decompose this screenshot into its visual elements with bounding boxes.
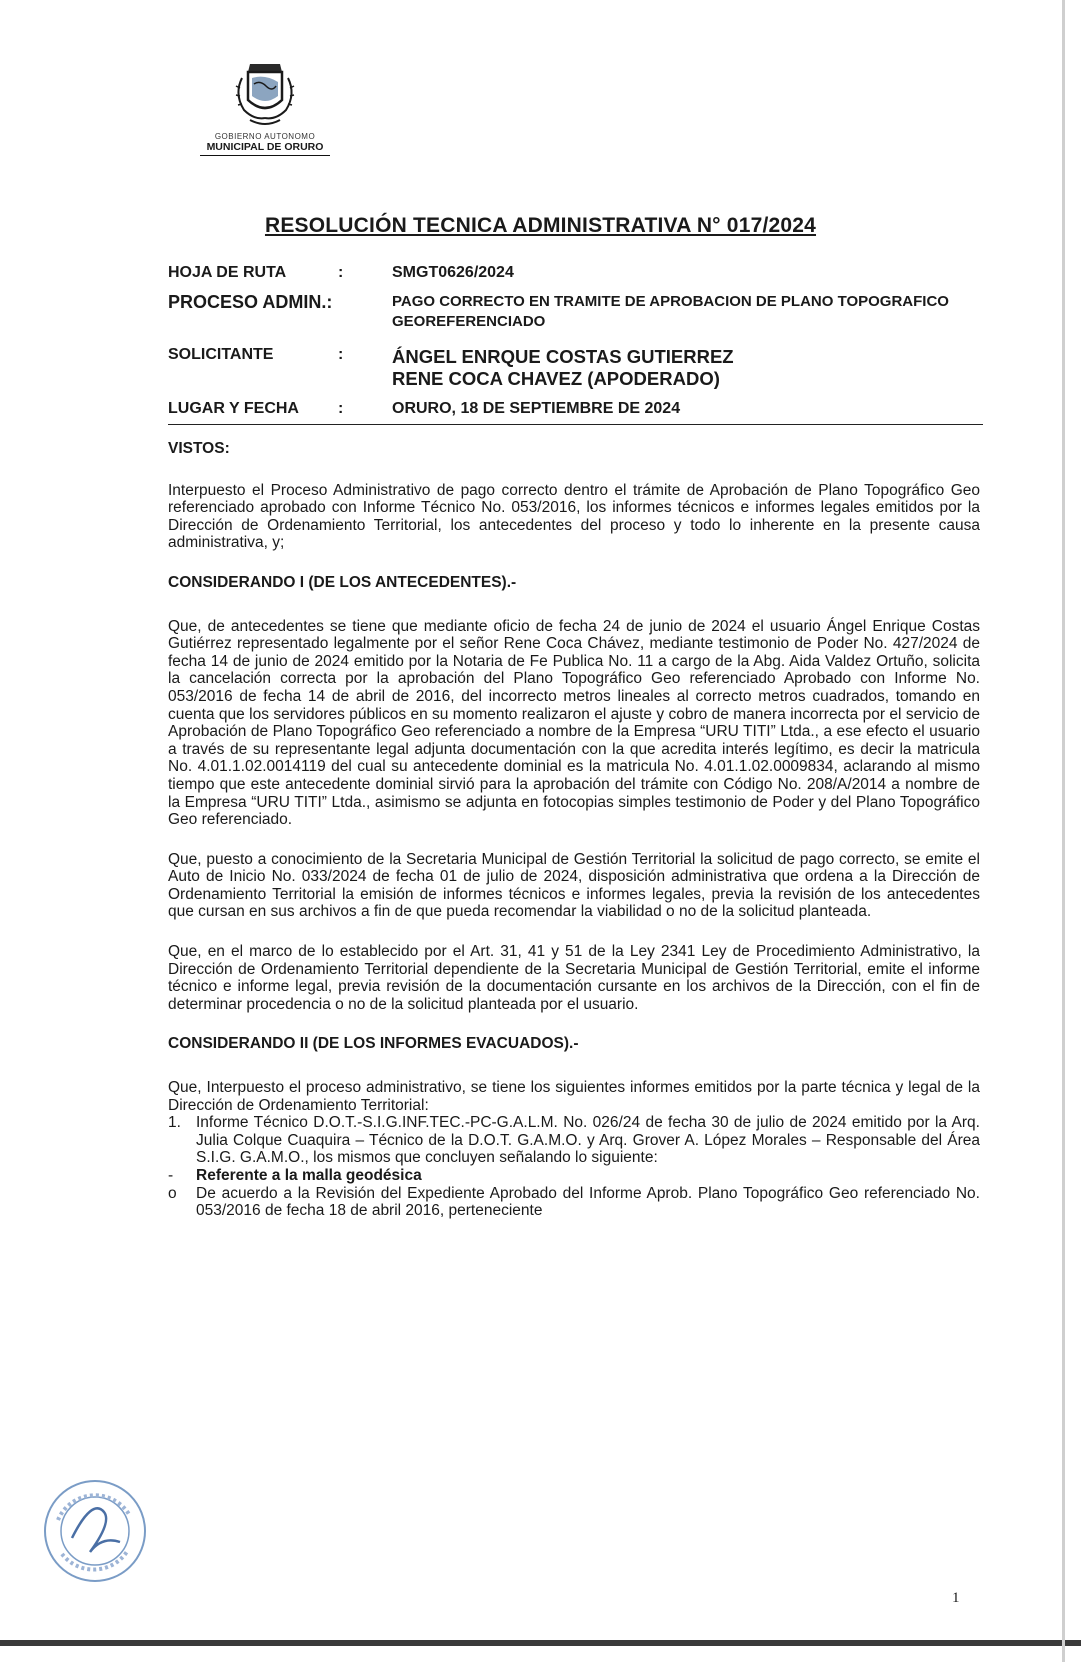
logo-caption-main: MUNICIPAL DE ORURO [200, 141, 330, 156]
logo-caption-top: GOBIERNO AUTONOMO [214, 132, 316, 141]
solicitante-separator: : [338, 346, 344, 363]
lugar-fecha-row [168, 400, 983, 418]
vistos-paragraph: Interpuesto el Proceso Administrativo de pago correcto dentro el trámite de Aprobación de Plano Topográfico Geo referenciado aprobado con Informe Técnico No. 053/2016, los informes técnicos e informes legales emitidos por la Dirección de Ordenamiento Territorial, los antecedentes del proceso y todo lo inherente en la presente causa administrativa, y; [168, 481, 980, 552]
circle-item [168, 1185, 980, 1220]
lugar-fecha-value: ORURO, 18 DE SEPTIEMBRE DE 2024 [392, 400, 681, 417]
circle-item-text: De acuerdo a la Revisión del Expediente Aprobado del Informe Aprob. Plano Topográfico Geo referenciado No. 053/2016 de fecha 18 de abril 2016, perteneciente [196, 1184, 980, 1220]
proceso-row [168, 292, 983, 332]
stamp-icon [42, 1478, 148, 1584]
official-stamp [42, 1478, 148, 1584]
considerando-2-paragraph-1: Que, Interpuesto el proceso administrativo, se tiene los siguientes informes emitidos por la parte técnica y legal de la Dirección de Ordenamiento Territorial: [168, 1079, 980, 1114]
sub-item-text: Referente a la malla geodésica [196, 1167, 422, 1184]
considerando-1-heading: CONSIDERANDO I (DE LOS ANTECEDENTES).- [168, 573, 517, 591]
lugar-fecha-separator: : [338, 400, 344, 417]
hoja-de-ruta-separator: : [338, 264, 344, 281]
circle-item-marker: o [168, 1184, 177, 1202]
considerando-2-heading: CONSIDERANDO II (DE LOS INFORMES EVACUADOS).- [168, 1035, 579, 1053]
header-divider [168, 424, 983, 425]
proceso-label: PROCESO ADMIN.: [168, 292, 333, 312]
solicitante-name: ÁNGEL ENRQUE COSTAS GUTIERREZ [392, 346, 734, 367]
hoja-de-ruta-value: SMGT0626/2024 [392, 264, 514, 281]
document-body [168, 440, 980, 1220]
header-block [168, 264, 983, 425]
sub-item-marker: - [168, 1167, 174, 1184]
solicitante-row [168, 346, 983, 390]
page-number: 1 [952, 1590, 960, 1606]
hoja-de-ruta-label: HOJA DE RUTA [168, 264, 287, 281]
lugar-fecha-label: LUGAR Y FECHA [168, 400, 299, 417]
apoderado-name: RENE COCA CHAVEZ (APODERADO) [392, 368, 720, 389]
list-item-1-text: Informe Técnico D.O.T.-S.I.G.INF.TEC.-PC-G.A.L.M. No. 026/24 de fecha 30 de julio de 2024 emitido por la Arq. Julia Colque Cuaquira – Técnico de la D.O.T. G.A.M.O. y Arq. Grover A. López Morales – Responsable del Área S.I.G. G.A.M.O., los mismos que concluyen señalando lo siguiente: [196, 1114, 980, 1167]
document-title: RESOLUCIÓN TECNICA ADMINISTRATIVA N° 017/2024 [264, 214, 817, 237]
vistos-heading: VISTOS: [168, 440, 230, 457]
hoja-de-ruta-row [168, 264, 983, 282]
proceso-value: PAGO CORRECTO EN TRAMITE DE APROBACION DE PLANO TOPOGRAFICO GEOREFERENCIADO [392, 293, 949, 330]
coat-of-arms-icon [220, 58, 310, 130]
solicitante-value [392, 346, 983, 390]
considerando-1-paragraph-2: Que, puesto a conocimiento de la Secretaria Municipal de Gestión Territorial la solicitud de pago correcto, se emite el Auto de Inicio No. 033/2024 de fecha 01 de julio de 2024, disposición administrativa que ordena a la Dirección de Ordenamiento Territorial la emisión de informes técnicos e informes legales, previa la revisión de los antecedentes que cursan en sus archivos a fin de que pueda recomendar la viabilidad o no de la solicitud planteada. [168, 850, 980, 921]
list-item-1 [168, 1114, 980, 1167]
sub-item [168, 1167, 980, 1185]
solicitante-label: SOLICITANTE [168, 346, 274, 363]
scan-right-edge [1062, 0, 1065, 1662]
scan-bottom-edge [0, 1640, 1081, 1646]
municipal-logo [200, 58, 330, 156]
list-item-1-marker: 1. [168, 1114, 181, 1132]
considerando-1-paragraph-1: Que, de antecedentes se tiene que mediante oficio de fecha 24 de junio de 2024 el usuario Ángel Enrique Costas Gutiérrez representado legalmente por el señor Rene Coca Chávez, mediante testimonio de Poder No. 427/2024 de fecha 14 de junio de 2024 emitido por la Notaria de Fe Publica No. 11 a cargo de la Abg. Aida Valdez Ortuño, solicita la cancelación correcta por la aprobación del Plano Topográfico Geo referenciado Aprobado con Informe No. 053/2016 de fecha 14 de abril de 2016, del incorrecto metros lineales al correcto metros cuadrados, tomando en cuenta que los servidores públicos en su momento realizaron el ajuste y cobro de manera incorrecta por el servicio de Aprobación de Plano Topográfico Geo referenciado a nombre de la Empresa “URU TITI” Ltda., a ese efecto el usuario a través de su representante legal adjunta documentación con la que acredita interés legítimo, es decir la matricula No. 4.01.1.02.0014119 del cual su antecedente dominial es la matricula No. 4.01.1.02.0009834, aclarando al mismo tiempo que este antecedente dominial sirvió para la aprobación del trámite con Código No. 208/A/2014 a nombre de la Empresa “URU TITI” Ltda., asimismo se adjunta en fotocopias simples testimonio de Poder y del Plano Topográfico Geo referenciado. [168, 617, 980, 829]
considerando-1-paragraph-3: Que, en el marco de lo establecido por el Art. 31, 41 y 51 de la Ley 2341 Ley de Procedimiento Administrativo, la Dirección de Ordenamiento Territorial dependiente de la Secretaria Municipal de Gestión Territorial, emite el informe técnico e informe legal, previa revisión de la documentación cursante en los archivos de la Dirección, con el fin de determinar procedencia o no de la solicitud planteada por el usuario. [168, 943, 980, 1013]
